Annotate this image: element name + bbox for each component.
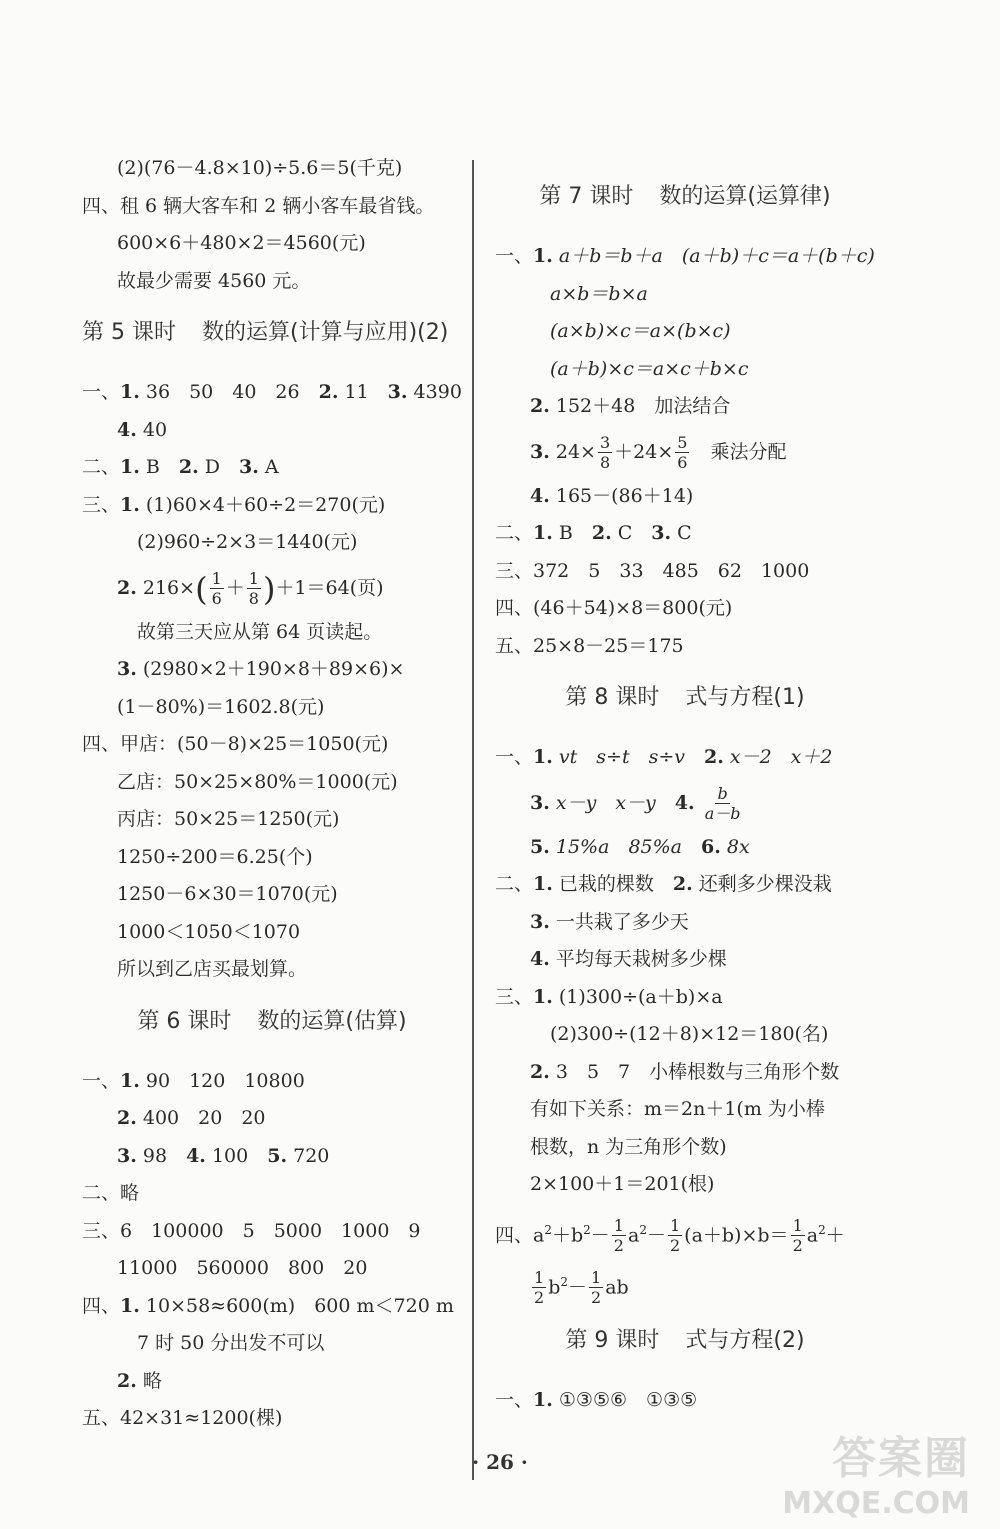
answer-line: 4. 平均每天栽树多少棵	[530, 948, 727, 970]
answer-line-with-fraction: 3. x－y x－y 4. $\frac{b}{a-b}$	[530, 784, 741, 823]
answer-line: 1250－6×30＝1070(元)	[117, 883, 338, 905]
lesson-8-heading: 第 8 课时 式与方程(1)	[565, 685, 805, 710]
answer-line: 四、1. 10×58≈600(m) 600 m＜720 m	[82, 1294, 454, 1317]
answer-line-with-fraction: 3. 24× $\frac{3}{8}$ ＋24× $\frac{5}{6}$ 乘法分配	[530, 433, 787, 472]
answer-line: 一、1. 36 50 40 26 2. 11 3. 4390	[82, 381, 462, 403]
answer-line: 故最少需要 4560 元。	[117, 269, 311, 292]
fraction: $\frac{1}{2}$	[792, 1216, 803, 1256]
page-number: · 26 ·	[472, 1450, 528, 1474]
lesson-7-heading: 第 7 课时 数的运算(运算律)	[539, 184, 831, 209]
answer-line: 一、1. ①③⑤⑥ ①③⑤	[495, 1388, 698, 1411]
fraction: $\frac{1}{8}$	[248, 569, 259, 608]
answer-line: 1250÷200＝6.25(个)	[117, 845, 313, 868]
answer-line: (2)300÷(12＋8)×12＝180(名)	[550, 1023, 829, 1045]
answer-line: 4. 40	[117, 418, 168, 441]
answer-line: 1000＜1050＜1070	[117, 920, 301, 943]
answer-line: 五、25×8－25＝175	[495, 634, 684, 657]
answer-line: 五、42×31≈1200(棵)	[82, 1407, 283, 1429]
lesson-9-heading: 第 9 课时 式与方程(2)	[565, 1327, 805, 1353]
answer-line: 2. 3 5 7 小棒根数与三角形个数	[530, 1060, 840, 1083]
fraction: $\frac{3}{8}$	[599, 433, 611, 472]
left-column	[82, 150, 462, 1438]
right-column	[495, 150, 875, 1419]
answer-line: 三、1. (1)300÷(a＋b)×a	[495, 985, 723, 1008]
answer-line: 乙店：50×25×80%＝1000(元)	[117, 770, 398, 793]
answer-line: 二、1. B 2. C 3. C	[495, 522, 692, 544]
fraction: $\frac{1}{2}$	[591, 1268, 602, 1308]
fraction: $\frac{1}{6}$	[211, 569, 222, 608]
answer-line: (a＋b)×c＝a×c＋b×c	[550, 357, 749, 380]
answer-line: 11000 560000 800 20	[117, 1257, 368, 1279]
answer-line: 所以到乙店买最划算。	[117, 958, 308, 980]
answer-line: 5. 15%a 85%a 6. 8x	[530, 835, 750, 858]
answer-line: 3. 一共栽了多少天	[530, 910, 689, 933]
answer-line: (2)960÷2×3＝1440(元)	[137, 531, 358, 553]
answer-line: 一、1. vt s÷t s÷v 2. x－2 x＋2	[495, 746, 833, 768]
answer-line: 2×100＋1＝201(根)	[530, 1173, 715, 1195]
answer-line-with-fraction: 2. 216×( $\frac{1}{6}$ ＋ $\frac{1}{8}$ )＋1＝64(页)	[117, 569, 384, 608]
watermark-logo	[782, 1422, 970, 1521]
fraction: $\frac{1}{2}$	[534, 1268, 545, 1308]
answer-line: (a×b)×c＝a×(b×c)	[550, 320, 731, 342]
fraction: $\frac{1}{2}$	[669, 1216, 681, 1256]
fraction: $\frac{5}{6}$	[677, 433, 688, 472]
lesson-5-heading: 第 5 课时 数的运算(计算与应用)(2)	[82, 320, 449, 345]
answer-line: 二、略	[82, 1182, 140, 1204]
answer-line: 600×6＋480×2＝4560(元)	[117, 232, 366, 254]
answer-line: 一、1. 90 120 10800	[82, 1069, 305, 1092]
answer-line: 根数，n 为三角形个数)	[530, 1135, 727, 1158]
answer-line: (1－80%)＝1602.8(元)	[117, 695, 325, 718]
answer-line-with-fraction: $\frac{1}{2}$ $b^2-$ $\frac{1}{2}$ ab	[534, 1268, 629, 1308]
answer-line: 3. 98 4. 100 5. 720	[117, 1144, 330, 1167]
watermark-text: 答案圈	[832, 1433, 970, 1484]
answer-line: 有如下关系：m＝2n＋1(m 为小棒	[530, 1098, 825, 1120]
answer-line: 丙店：50×25＝1250(元)	[117, 808, 340, 830]
answer-line: 三、372 5 33 485 62 1000	[495, 559, 810, 582]
answer-line: 三、1. (1)60×4＋60÷2＝270(元)	[82, 493, 386, 516]
answer-line: 7 时 50 分出发不可以	[137, 1332, 325, 1354]
answer-line-with-fraction: 四、$a^2+b^2-$ $\frac{1}{2}$ $a^2-$ $\frac{1}{2}$ (a＋b)×b＝ $\frac{1}{2}$ $a^2+$	[495, 1216, 845, 1256]
answer-line: (2)(76－4.8×10)÷5.6＝5(千克)	[117, 157, 403, 179]
answer-line: 一、1. a＋b＝b＋a (a＋b)＋c＝a＋(b＋c)	[495, 245, 875, 267]
answer-line: 2. 略	[117, 1369, 162, 1392]
watermark-domain: MXQE.COM	[782, 1486, 970, 1521]
answer-line: 二、1. 已栽的棵数 2. 还剩多少棵没栽	[495, 873, 832, 895]
answer-line: a×b＝b×a	[550, 282, 648, 305]
answer-line: 2. 400 20 20	[117, 1107, 266, 1129]
answer-line: 四、甲店：(50－8)×25＝1050(元)	[82, 733, 389, 755]
fraction: $\frac{b}{a-b}$	[704, 784, 741, 823]
answer-line: 四、租 6 辆大客车和 2 辆小客车最省钱。	[82, 194, 435, 217]
answer-line: 故第三天应从第 64 页读起。	[137, 620, 383, 643]
answer-line: 4. 165－(86＋14)	[530, 484, 694, 507]
fraction: $\frac{1}{2}$	[613, 1216, 624, 1256]
answer-line: 2. 152＋48 加法结合	[530, 395, 731, 417]
lesson-6-heading: 第 6 课时 数的运算(估算)	[137, 1008, 407, 1034]
answer-line: 3. (2980×2＋190×8＋89×6)×	[117, 658, 405, 680]
answer-line: 四、(46＋54)×8＝800(元)	[495, 597, 733, 619]
answer-line: 三、6 100000 5 5000 1000 9	[82, 1219, 421, 1242]
answer-line: 二、1. B 2. D 3. A	[82, 456, 279, 478]
column-divider	[472, 160, 474, 1480]
